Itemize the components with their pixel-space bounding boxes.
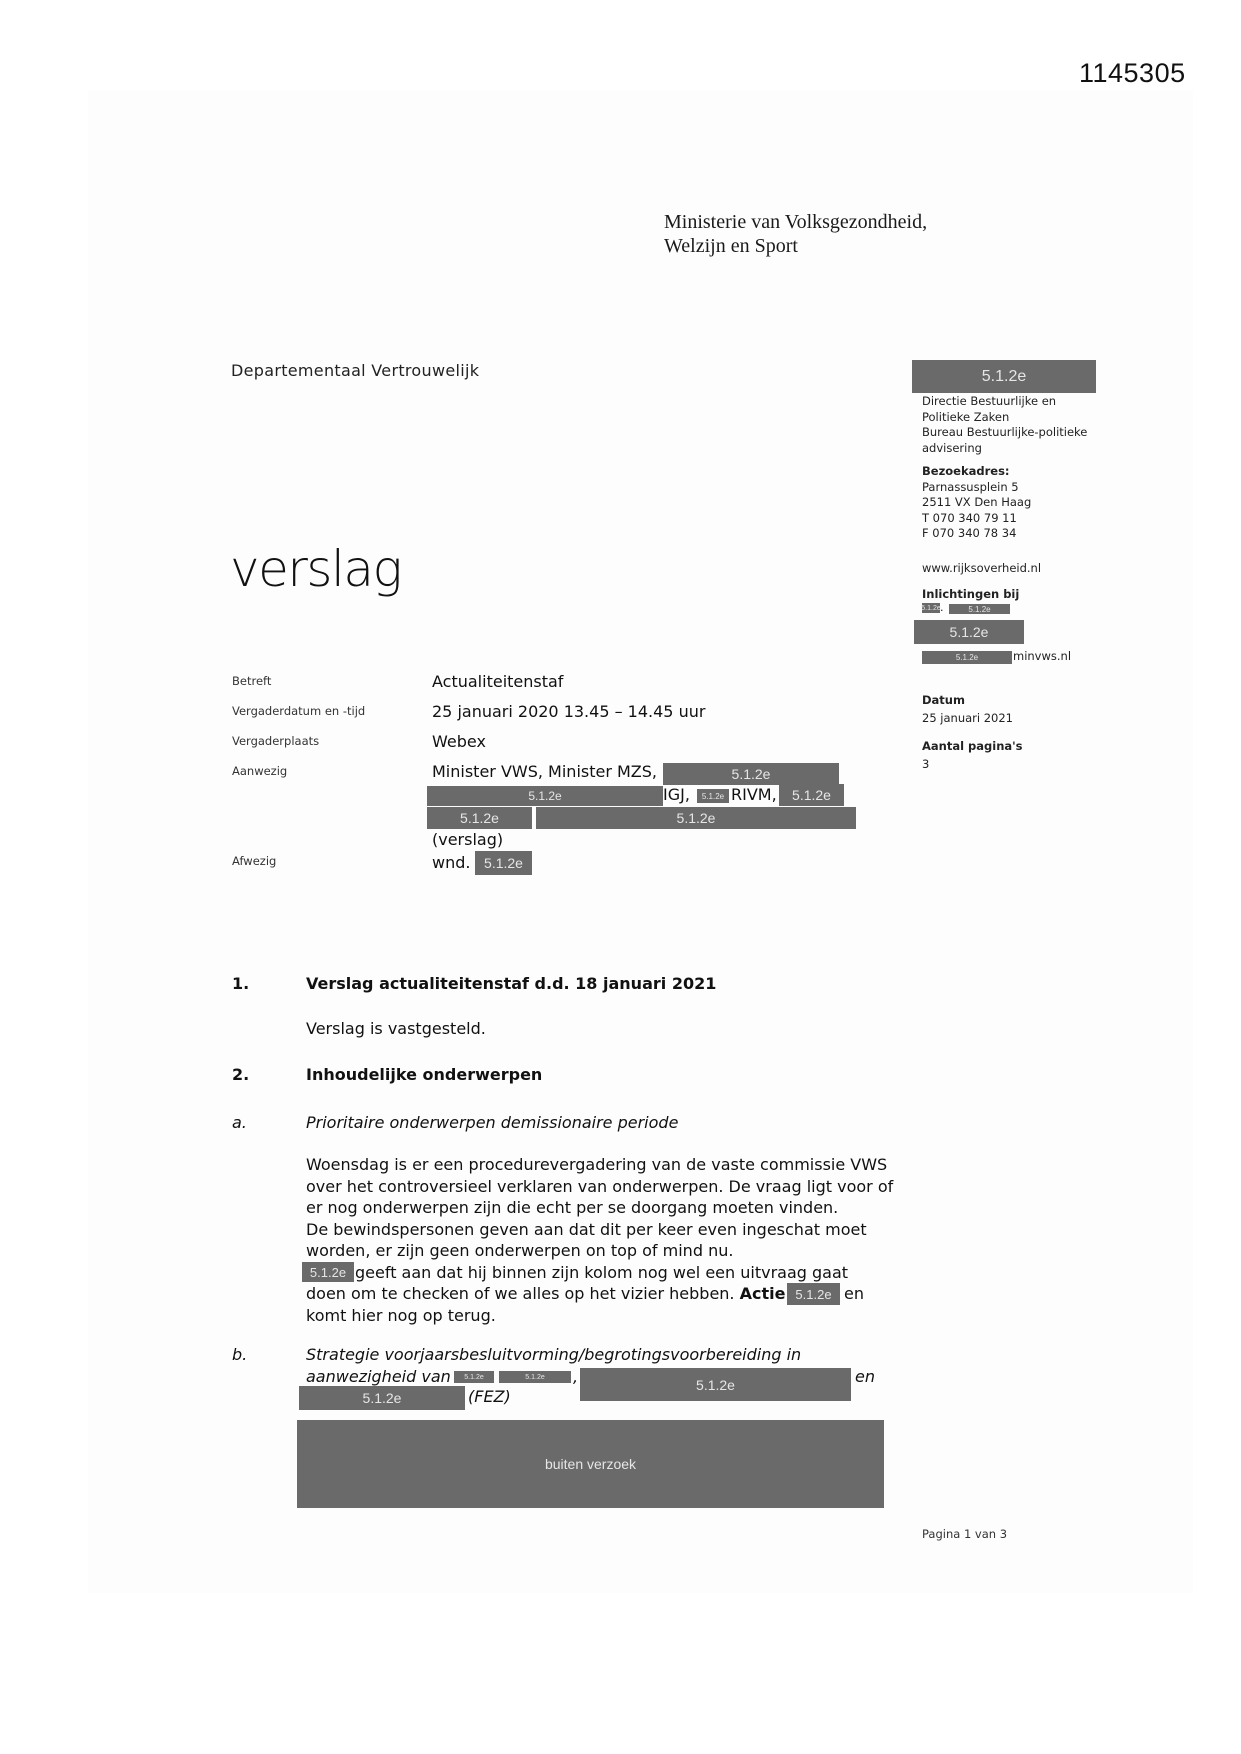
department-line: Bureau Bestuurlijke-politieke [922, 425, 1088, 439]
datetime-label: Vergaderdatum en -tijd [232, 704, 366, 718]
phone-line: T 070 340 79 11 [922, 510, 1017, 525]
ministry-logo-text [664, 210, 927, 258]
section-title: Verslag actualiteitenstaf d.d. 18 januari 2021 [306, 974, 717, 993]
redaction-block: 5.1.2e [427, 786, 663, 806]
paragraph-line: over het controversieel verklaren van onderwerpen. De vraag ligt voor of [306, 1176, 894, 1196]
sidebar-department [922, 394, 1087, 456]
redaction-block: 5.1.2e [697, 789, 729, 803]
redaction-block: 5.1.2e [922, 651, 1012, 664]
redaction-block: 5.1.2e [787, 1283, 840, 1305]
subsection-title-line-2: aanwezigheid van [306, 1367, 451, 1386]
paragraph-line: worden, er zijn geen onderwerpen on top of mind nu. [306, 1241, 734, 1260]
subsection-title-line-1: Strategie voorjaarsbesluitvorming/begrotingsvoorbereiding in [306, 1345, 802, 1364]
redaction-block: 5.1.2e [299, 1386, 465, 1410]
address-line: 2511 VX Den Haag [922, 495, 1032, 509]
absent-prefix: wnd. [432, 853, 471, 872]
redaction-block: 5.1.2e [949, 604, 1010, 614]
redaction-block: 5.1.2e [912, 360, 1096, 393]
section-number: 1. [232, 974, 250, 993]
redaction-block: 5.1.2e [914, 620, 1024, 644]
page-indicator: Pagina 1 van 3 [922, 1527, 1008, 1541]
redaction-block: 5.1.2e [475, 851, 532, 875]
date-label: Datum [922, 693, 965, 707]
department-line: Directie Bestuurlijke en [922, 394, 1057, 408]
ministry-line-2: Welzijn en Sport [664, 235, 798, 257]
datetime-value: 25 januari 2020 13.45 – 14.45 uur [432, 702, 706, 721]
info-label: Inlichtingen bij [922, 587, 1020, 601]
subsection-letter: a. [232, 1113, 247, 1132]
website-link[interactable]: www.rijksoverheid.nl [922, 561, 1042, 575]
paragraph-line [306, 1283, 785, 1305]
present-note: (verslag) [432, 830, 504, 849]
paragraph-text: en [844, 1284, 864, 1303]
place-value: Webex [432, 732, 486, 751]
email-suffix: minvws.nl [1013, 649, 1072, 663]
redaction-block: 5.1.2e [580, 1368, 851, 1401]
conjunction: en [855, 1367, 875, 1386]
ministry-line-1: Ministerie van Volksgezondheid, [664, 211, 928, 233]
document-type-title: verslag [230, 540, 401, 598]
visit-address-label: Bezoekadres: [922, 464, 1010, 478]
classification-label: Departementaal Vertrouwelijk [231, 361, 480, 380]
paragraph-line: geeft aan dat hij binnen zijn kolom nog wel een uitvraag gaat [355, 1262, 849, 1282]
document-id: 1145305 [1079, 58, 1186, 88]
absent-label: Afwezig [232, 854, 277, 868]
section-title: Inhoudelijke onderwerpen [306, 1065, 543, 1084]
action-keyword: Actie [739, 1284, 786, 1303]
paragraph-line: De bewindspersonen geven aan dat dit per keer even ingeschat moet [306, 1219, 867, 1239]
comma: , [573, 1367, 579, 1386]
present-label: Aanwezig [232, 764, 288, 778]
department-line: Politieke Zaken [922, 409, 1010, 424]
redaction-block: 5.1.2e [779, 784, 844, 806]
redaction-block: 5.1.2e [302, 1262, 354, 1282]
subsection-letter: b. [232, 1345, 248, 1364]
out-of-scope-redaction: buiten verzoek [297, 1420, 884, 1508]
redaction-block: 5.1.2e [499, 1371, 571, 1383]
redaction-block: 5.1.2e [921, 604, 941, 612]
department-line: advisering [922, 440, 982, 455]
fax-line: F 070 340 78 34 [922, 526, 1017, 540]
place-label: Vergaderplaats [232, 734, 320, 748]
redaction-block: 5.1.2e [427, 807, 534, 829]
redaction-block: 5.1.2e [536, 807, 856, 829]
sidebar-visit-address [922, 464, 1031, 542]
paragraph-line: komt hier nog op terug. [306, 1305, 496, 1325]
subsection-title-suffix: (FEZ) [468, 1387, 511, 1406]
present-line-1: Minister VWS, Minister MZS, [432, 762, 658, 781]
pages-label: Aantal pagina's [922, 739, 1023, 753]
subsection-title: Prioritaire onderwerpen demissionaire periode [306, 1113, 679, 1132]
paragraph-line: er nog onderwerpen zijn die echt per se doorgang moeten vinden. [306, 1198, 839, 1217]
subject-label: Betreft [232, 674, 272, 688]
date-value: 25 januari 2021 [922, 711, 1014, 725]
separator-dot: . [940, 601, 944, 614]
redaction-block: 5.1.2e [663, 763, 839, 785]
paragraph-text: doen om te checken of we alles op het vizier hebben. [306, 1284, 735, 1303]
pages-value: 3 [922, 757, 930, 771]
section-body: Verslag is vastgesteld. [306, 1019, 486, 1038]
subject-value: Actualiteitenstaf [432, 672, 564, 691]
address-line: Parnassusplein 5 [922, 479, 1019, 494]
present-rivm: RIVM, [731, 785, 777, 804]
section-number: 2. [232, 1065, 250, 1084]
paragraph-line: Woensdag is er een procedurevergadering van de vaste commissie VWS [306, 1155, 888, 1174]
present-igj: IGJ, [663, 785, 690, 804]
redaction-block: 5.1.2e [454, 1371, 494, 1383]
